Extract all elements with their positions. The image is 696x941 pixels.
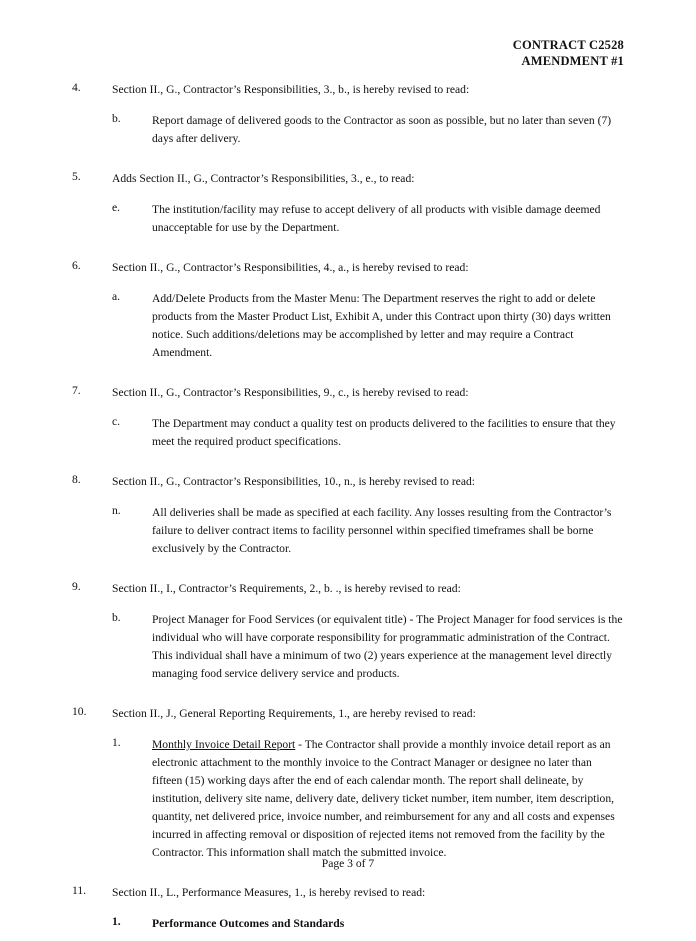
page-footer — [0, 856, 696, 871]
sub-item-letter: c. — [112, 415, 121, 428]
numbered-item — [72, 258, 624, 361]
amendment-number: AMENDMENT #1 — [521, 53, 624, 68]
sub-item-letter: b. — [112, 611, 121, 624]
numbered-item — [72, 472, 624, 557]
sub-item — [112, 503, 624, 557]
item-number: 10. — [72, 705, 87, 718]
numbered-item — [72, 383, 624, 450]
block-spacer — [72, 245, 624, 258]
block-spacer — [72, 566, 624, 579]
item-number: 8. — [72, 473, 81, 486]
sub-item-text: Performance Outcomes and Standards — [152, 917, 345, 930]
sub-item-letter: 1. — [112, 915, 121, 928]
block-spacer — [72, 691, 624, 704]
block-spacer — [72, 370, 624, 383]
item-text: Section II., G., Contractor’s Responsibilities, 4., a., is hereby revised to read: — [112, 261, 469, 274]
numbered-item — [72, 80, 624, 147]
sub-item — [112, 200, 624, 236]
sub-item-paragraph — [152, 738, 615, 859]
sub-item-letter: n. — [112, 504, 121, 517]
sub-item — [112, 289, 624, 361]
item-number: 5. — [72, 170, 81, 183]
page-number-label: Page 3 of 7 — [321, 857, 375, 870]
sub-item-text: All deliveries shall be made as specified at each facility. Any losses resulting from the Contractor’s failure to deliver contract items to facility personnel within specified timeframes shall be borne exclusively by the Contractor. — [152, 506, 612, 555]
sub-item-letter: b. — [112, 112, 121, 125]
sub-item-text: Project Manager for Food Services (or equivalent title) - The Project Manager for food services is the individual who will have corporate responsibility for programmatic administration of the Contract. This individual shall have a minimum of two (2) years experience at the management level directly managing food service delivery service and products. — [152, 613, 623, 680]
item-number: 7. — [72, 384, 81, 397]
sub-item-text: The Department may conduct a quality test on products delivered to the facilities to ensure that they meet the required product specifications. — [152, 417, 616, 448]
block-spacer — [72, 870, 624, 883]
numbered-item — [72, 579, 624, 682]
sub-item-text: Add/Delete Products from the Master Menu: The Department reserves the right to add or delete products from the Master Product List, Exhibit A, under this Contract upon thirty (30) days written notice. Such additions/deletions may be accomplished by letter and may require a Contract Amendment. — [152, 292, 611, 359]
contract-number: CONTRACT C2528 — [512, 38, 624, 52]
sub-item-letter: a. — [112, 290, 121, 303]
item-number: 6. — [72, 259, 81, 272]
item-text: Section II., L., Performance Measures, 1., is hereby revised to read: — [112, 886, 426, 899]
numbered-item — [72, 704, 624, 861]
sub-item-text: - The Contractor shall provide a monthly invoice detail report as an electronic attachment to the monthly invoice to the Contract Manager or designee no later than fifteen (15) working days after the end of each calendar month. The report shall delineate, by institution, delivery site name, delivery date, delivery ticket number, item number, item description, quantity, net delivered price, invoice number, and reimbursement for any and all costs and expenses incurred in affecting removal or disposition of rejected items not removed from the facility by the Contractor. This information shall match the submitted invoice. — [152, 738, 615, 859]
sub-item — [112, 414, 624, 450]
sub-item — [112, 111, 624, 147]
item-number: 4. — [72, 81, 81, 94]
item-text: Adds Section II., G., Contractor’s Responsibilities, 3., e., to read: — [112, 172, 415, 185]
sub-item-text: Report damage of delivered goods to the Contractor as soon as possible, but no later than seven (7) days after delivery. — [152, 114, 612, 145]
document-body — [72, 80, 624, 941]
item-text: Section II., G., Contractor’s Responsibilities, 3., b., is hereby revised to read: — [112, 83, 470, 96]
sub-item — [112, 735, 624, 861]
report-title-underlined: Monthly Invoice Detail Report — [152, 738, 296, 751]
sub-item-letter: e. — [112, 201, 121, 214]
item-text: Section II., J., General Reporting Requirements, 1., are hereby revised to read: — [112, 707, 476, 720]
sub-item-text: The institution/facility may refuse to accept delivery of all products with visible damage deemed unacceptable for use by the Department. — [152, 203, 601, 234]
item-number: 11. — [72, 884, 87, 897]
numbered-item — [72, 169, 624, 236]
item-text: Section II., G., Contractor’s Responsibilities, 10., n., is hereby revised to read: — [112, 475, 475, 488]
sub-item — [112, 914, 624, 932]
item-text: Section II., I., Contractor’s Requirements, 2., b. ., is hereby revised to read: — [112, 582, 461, 595]
sub-item — [112, 610, 624, 682]
numbered-item — [72, 883, 624, 932]
block-spacer — [72, 156, 624, 169]
block-spacer — [72, 459, 624, 472]
document-header — [513, 38, 624, 69]
sub-item-letter: 1. — [112, 736, 121, 749]
item-number: 9. — [72, 580, 81, 593]
item-text: Section II., G., Contractor’s Responsibilities, 9., c., is hereby revised to read: — [112, 386, 469, 399]
